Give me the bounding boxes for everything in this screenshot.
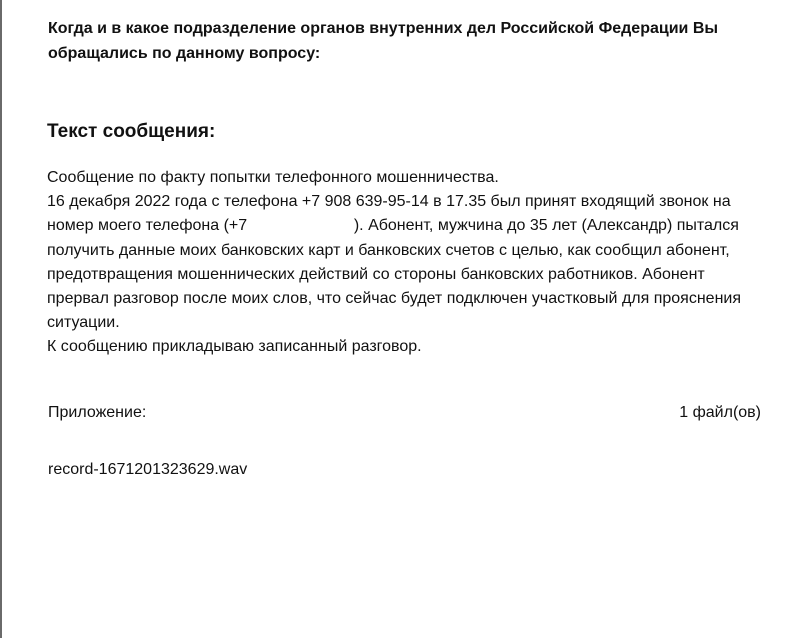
page-left-border bbox=[0, 0, 2, 638]
attachment-file-link[interactable]: record-1671201323629.wav bbox=[48, 461, 248, 478]
message-line: номер моего телефона (+7 ). Абонент, мужчина до 35 лет (Александр) пытался bbox=[47, 217, 739, 235]
message-line: 16 декабря 2022 года с телефона +7 908 639-95-14 в 17.35 был принят входящий звонок на bbox=[47, 193, 731, 211]
message-section-title: Текст сообщения: bbox=[47, 121, 216, 142]
message-line: Сообщение по факту попытки телефонного мошенничества. bbox=[47, 169, 499, 186]
attachment-label: Приложение: bbox=[48, 404, 147, 421]
question-line-1: Когда и в какое подразделение органов внутренних дел Российской Федерации Вы bbox=[48, 20, 719, 37]
question-heading bbox=[48, 16, 748, 66]
message-line: ситуации. bbox=[47, 314, 120, 332]
attachment-count: 1 файл(ов) bbox=[679, 404, 761, 421]
message-line: К сообщению прикладываю записанный разговор. bbox=[47, 338, 422, 356]
message-line: предотвращения мошеннических действий со стороны банковских работников. Абонент bbox=[47, 265, 705, 283]
message-line: прервал разговор после моих слов, что сейчас будет подключен участковый для прояснения bbox=[47, 290, 742, 308]
message-line: получить данные моих банковских карт и банковских счетов с целью, как сообщил абонент, bbox=[47, 241, 730, 259]
question-line-2: обращались по данному вопросу: bbox=[48, 45, 321, 62]
message-body bbox=[47, 166, 777, 360]
